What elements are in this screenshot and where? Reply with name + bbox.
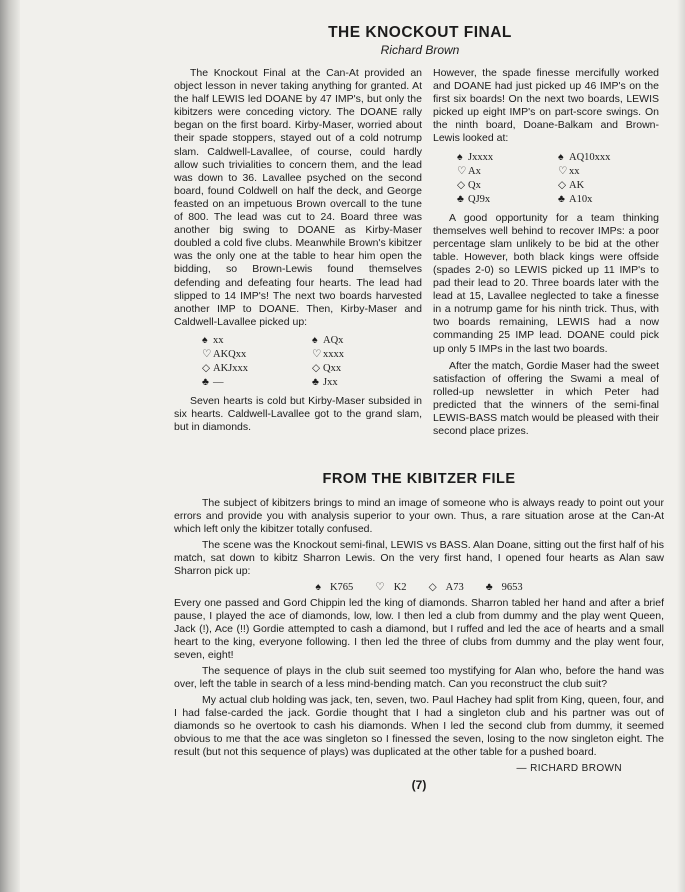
hand-row bbox=[558, 165, 659, 179]
hand-row bbox=[202, 362, 312, 376]
hand-cards: xx bbox=[213, 334, 224, 346]
paragraph: After the match, Gordie Maser had the sweet satisfaction of offering the Swami a meal of rolled-up newsletter in which Peter had predicted that the winners of the semi-final LEWIS-BASS match would be pleased with their second place prizes. bbox=[433, 359, 659, 438]
paragraph: The scene was the Knockout semi-final, LEWIS vs BASS. Alan Doane, sitting out the first half of his match, sat down to kibitz Sharron Lewis. On the very first hand, I opened four hearts as Alan saw Sharron pick up: bbox=[174, 539, 664, 577]
hand-row bbox=[312, 362, 422, 376]
article-byline: Richard Brown bbox=[380, 43, 460, 57]
diamond-icon: ◇ bbox=[202, 362, 211, 374]
spade-icon: ♠ bbox=[312, 334, 318, 346]
hand-row bbox=[202, 348, 312, 362]
diamond-icon: ◇ bbox=[312, 362, 321, 374]
diamond-icon: ◇ bbox=[558, 179, 567, 191]
hand-row bbox=[558, 193, 659, 207]
section-title: FROM THE KIBITZER FILE bbox=[322, 471, 516, 487]
heart-icon: ♡ bbox=[312, 348, 322, 360]
hand-cards: Ax bbox=[468, 165, 481, 177]
page-binding-shadow bbox=[0, 0, 20, 892]
holding-suit bbox=[375, 581, 406, 594]
holding-cards: K2 bbox=[393, 582, 407, 593]
spade-icon: ♠ bbox=[202, 334, 208, 346]
paragraph: However, the spade finesse mercifully worked and DOANE had just picked up 46 IMP's on the first six boards! On the next two boards, LEWIS picked up eight IMP's on part-score swings. On the ninth board, Doane-Balkam and Brown-Lewis looked at: bbox=[433, 67, 659, 145]
spade-icon: ♠ bbox=[558, 151, 564, 163]
hand-cards: AQx bbox=[323, 334, 344, 346]
hand-cards: Qxx bbox=[323, 362, 342, 374]
paragraph: The Knockout Final at the Can-At provided an object lesson in never taking anything for granted. At the half LEWIS led DOANE by 47 IMP's, but only the kibitzers were conceding victory. The DOANE rally began on the first board. Kirby-Maser, worried about their spade stoppers, stayed out of a cold notrump slam. Caldwell-Lavallee, of course, could hardly allow such trivialities to concern them, and the lead was down to 36. Lavallee psyched on the second board, found Coldwell on half the deck, and George feasted on an impetuous Brown overcall to the tune of 800. The lead was cut to 24. Board three was another big swing to DOANE as Kirby-Maser doubled a cold five clubs. Meanwhile Brown's kibitzer was the only one at the table to hear him open the bidding, so Brown-Lewis found themselves defending and defeating four hearts. The lead had slipped to 14 IMP's! The next two boards harvested another IMP to DOANE. Then, Kirby-Maser and Caldwell-Lavallee picked up: bbox=[174, 67, 422, 328]
hand-cards: Jxxxx bbox=[468, 151, 494, 163]
paragraph: The subject of kibitzers brings to mind an image of someone who is always ready to point out your errors and provide you with analysis superior to your own. Thus, a rare situation arose at the Can-At which left only the kibitzer totally confused. bbox=[174, 497, 664, 535]
club-icon: ♣ bbox=[312, 376, 319, 388]
hand-cards: Jxx bbox=[323, 376, 338, 388]
hand-row bbox=[558, 179, 659, 193]
page-edge-right bbox=[677, 0, 685, 892]
hand-cards: QJ9x bbox=[468, 193, 491, 205]
paragraph: Seven hearts is cold but Kirby-Maser subsided in six hearts. Caldwell-Lavallee got to the grand slam, but in diamonds. bbox=[174, 394, 422, 434]
diamond-icon: ◇ bbox=[457, 179, 466, 191]
paragraph: My actual club holding was jack, ten, seven, two. Paul Hachey had split from King, queen, four, and I had false-carded the jack. Gordie thought that I had a singleton club and his partner was out of diamonds so he overtook to cash his diamonds. When I led the second club from dummy, it seemed obvious to me that the ace was singleton so I finessed the seven, losing to the now singleton eight. The result (but not this sequence of plays) was duplicated at the other table for a pushed board. bbox=[174, 694, 664, 758]
right-column bbox=[433, 67, 659, 438]
spade-icon: ♠ bbox=[457, 151, 463, 163]
hand-cards: xxxx bbox=[323, 348, 344, 360]
signature: — RICHARD BROWN bbox=[516, 763, 622, 774]
club-icon: ♣ bbox=[202, 376, 209, 388]
hand-row bbox=[457, 193, 558, 207]
club-icon: ♣ bbox=[558, 193, 565, 205]
heart-icon: ♡ bbox=[457, 165, 467, 177]
card-holding bbox=[174, 581, 664, 594]
diamond-icon: ◇ bbox=[428, 582, 437, 593]
hand-row bbox=[558, 151, 659, 165]
paragraph: Every one passed and Gord Chippin led the king of diamonds. Sharron tabled her hand and after a brief pause, I played the ace of diamonds, low, low. I then led a club from dummy and the play went Queen, Jack (!), Ace (!!) Gordie attempted to cash a diamond, but I ruffed and led the ace of hearts and a small heart to the king, everyone following. I then led the three of clubs from dummy and the play went four, seven, eight! bbox=[174, 597, 664, 661]
hand-row bbox=[312, 348, 422, 362]
article-title: THE KNOCKOUT FINAL bbox=[328, 24, 512, 41]
hand-cards: AQ10xxx bbox=[569, 151, 611, 163]
hand-cards: AKJxxx bbox=[213, 362, 249, 374]
bridge-hands-1 bbox=[202, 334, 422, 390]
page-number: (7) bbox=[411, 778, 427, 792]
holding-suit bbox=[429, 581, 464, 594]
hand-cards: AKQxx bbox=[213, 348, 247, 360]
hand-cards: A10x bbox=[569, 193, 593, 205]
hand-cards: xx bbox=[569, 165, 580, 177]
hand-row bbox=[457, 165, 558, 179]
club-icon: ♣ bbox=[485, 582, 493, 593]
paragraph: The sequence of plays in the club suit seemed too mystifying for Alan who, before the hand was over, left the table in search of a less mind-bending match. Can you reconstruct the club suit? bbox=[174, 665, 664, 690]
hand-row bbox=[312, 376, 422, 390]
holding-suit bbox=[486, 581, 523, 594]
heart-icon: ♡ bbox=[558, 165, 568, 177]
bridge-hands-2 bbox=[457, 151, 659, 207]
heart-icon: ♡ bbox=[375, 582, 385, 593]
heart-icon: ♡ bbox=[202, 348, 212, 360]
hand-row bbox=[457, 179, 558, 193]
spade-icon: ♠ bbox=[315, 582, 321, 593]
club-icon: ♣ bbox=[457, 193, 464, 205]
paragraph: A good opportunity for a team thinking themselves well behind to recover IMPs: a poor percentage slam unlikely to be bid at the other table. However, both black kings were offside (spades 2-0) so LEWIS picked up 11 IMP's to pad their lead to 20. Three boards later with the lead at 15, Lavallee neglected to take a finesse in a notrump game for his ninth trick. Thus, with two boards remaining, LEWIS had a now commanding 25 IMP lead. DOANE could pick up only 5 IMPs in the last two boards. bbox=[433, 211, 659, 355]
holding-cards: 9653 bbox=[501, 582, 523, 593]
hand-cards: Qx bbox=[468, 179, 481, 191]
hand-cards: — bbox=[213, 376, 224, 388]
hand-row bbox=[202, 376, 312, 390]
holding-cards: K765 bbox=[329, 582, 354, 593]
hand-row bbox=[202, 334, 312, 348]
hand-cards: AK bbox=[569, 179, 585, 191]
hand-row bbox=[457, 151, 558, 165]
holding-cards: A73 bbox=[445, 582, 464, 593]
kibitzer-article-body bbox=[174, 497, 664, 775]
holding-suit bbox=[315, 581, 353, 594]
hand-row bbox=[312, 334, 422, 348]
left-column bbox=[174, 67, 422, 434]
